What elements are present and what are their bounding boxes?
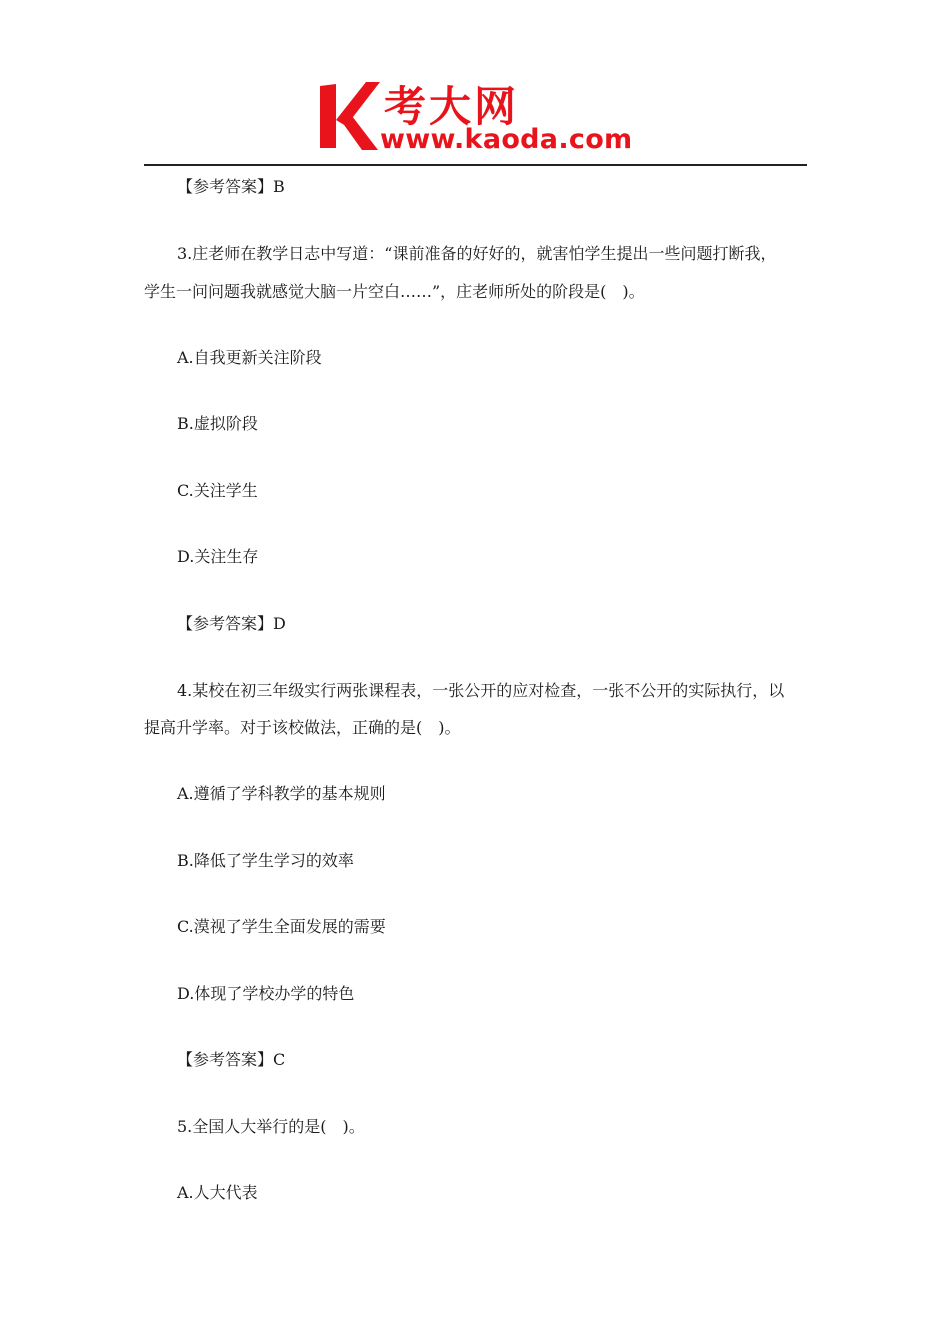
- q4-option-a: A.遵循了学科教学的基本规则: [177, 784, 386, 803]
- logo-url: www.kaoda.com: [380, 124, 633, 155]
- logo-title: 考大网: [384, 82, 520, 131]
- q3-option-b: B.虚拟阶段: [177, 414, 258, 433]
- k-logo-mark-icon: [318, 80, 380, 152]
- question-3-line-2: 学生一问问题我就感觉大脑一片空白……”，庄老师所处的阶段是( )。: [144, 282, 645, 301]
- answer-q3: 【参考答案】D: [177, 614, 286, 633]
- q3-option-c: C.关注学生: [177, 481, 258, 500]
- header-divider: [144, 164, 807, 166]
- question-4-line-2: 提高升学率。对于该校做法，正确的是( )。: [144, 718, 461, 737]
- q5-option-a: A.人大代表: [177, 1183, 258, 1202]
- question-3-line-1: 3.庄老师在教学日志中写道：“课前准备的好好的，就害怕学生提出一些问题打断我，: [177, 244, 777, 263]
- question-4-line-1: 4.某校在初三年级实行两张课程表，一张公开的应对检查，一张不公开的实际执行，以: [177, 681, 785, 700]
- q4-option-c: C.漠视了学生全面发展的需要: [177, 917, 386, 936]
- q3-option-d: D.关注生存: [177, 547, 259, 566]
- question-5-line-1: 5.全国人大举行的是( )。: [177, 1117, 365, 1136]
- kaoda-logo: [318, 80, 638, 158]
- q3-option-a: A.自我更新关注阶段: [177, 348, 322, 367]
- answer-q2: 【参考答案】B: [177, 177, 285, 196]
- q4-option-b: B.降低了学生学习的效率: [177, 851, 354, 870]
- q4-option-d: D.体现了学校办学的特色: [177, 984, 355, 1003]
- answer-q4: 【参考答案】C: [177, 1050, 286, 1069]
